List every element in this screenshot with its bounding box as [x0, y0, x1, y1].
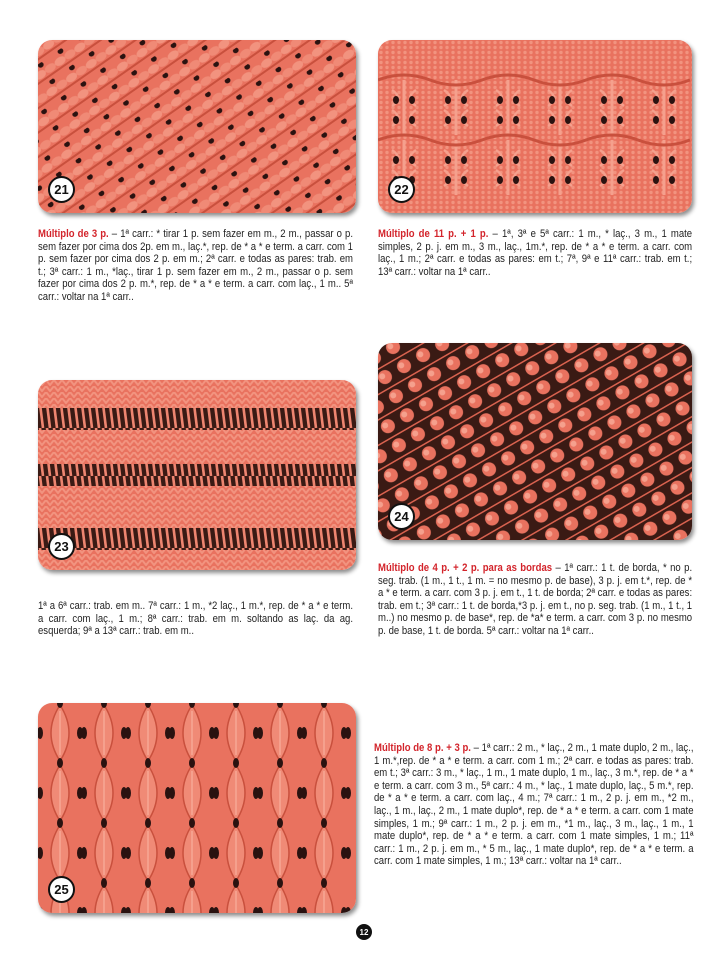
- stitch-photo-25: [38, 703, 356, 913]
- instruction-body: – 1ª, 3ª e 5ª carr.: 1 m., * laç., 3 m., 1 mate simples, 2 p. j. em m., 3 m., laç., 1m.*, rep. de * a * e term. a carr. com laç., 1 m.; 2ª carr. e todas as pares: em t.; 7ª, 9ª e 11ª carr.: trab. em t.; 13ª carr.: voltar na 1ª carr..: [378, 228, 693, 278]
- instruction-title: Múltiplo de 11 p. + 1 p.: [378, 228, 489, 240]
- stitch-photo-21: [38, 40, 356, 213]
- instructions-25: [374, 742, 694, 868]
- stitch-photo-23: [38, 380, 356, 570]
- instruction-title: Múltiplo de 3 p.: [38, 228, 109, 240]
- instruction-title: Múltiplo de 4 p. + 2 p. para as bordas: [378, 562, 553, 574]
- sample-number-badge: 22: [388, 176, 415, 203]
- sample-number-badge: 25: [48, 876, 75, 903]
- instruction-title: Múltiplo de 8 p. + 3 p.: [374, 742, 471, 754]
- page-number: 12: [356, 924, 372, 940]
- instruction-body: – 1ª carr.: 2 m., * laç., 2 m., 1 mate duplo, 2 m., laç., 1 m.*,rep. de * a * e term. a carr. com 1 m.; 2ª carr. e todas as pares: trab. em t.; 3ª carr.: 3 m., * laç., 1 m., 1 mate duplo, 1 m., laç., 3 m.*, rep. de * a * e term. a carr. com 3 m., 5ª carr.: 4 m., * laç., 1 mate duplo, laç., 5 m.*, rep. de * a * e term. a carr. com laç., 4 m.; 7ª carr.: 1 m., 2 p. j. em m., *2 m., laç., 1 m., laç., 2 m., 1 mate duplo*, rep. de * a * e term. a carr. com 1 mate simples, 1 m.; 9ª carr.: 1 m., 2 p. j. em m., *1 m., laç., 3 m., laç., 1 m., 1 mate duplo*, rep. de * a * e term. a carr. com 1 mate simples, 1 m.; 11ª carr.: 1 m., 2 p. j. em m., * 5 m., laç., 1 mate duplo*, rep. de * a * e term. a carr. com 1 mate simples, 1 m.; 13ª carr.: voltar na 1ª carr..: [374, 742, 694, 868]
- stitch-photo-24: [378, 343, 692, 540]
- stitch-photo-22: [378, 40, 692, 213]
- instruction-body: – 1ª carr.: 1 t. de borda, * no p. seg. trab. (1 m., 1 t., 1 m. = no mesmo p. de base), 3 p. j. em t.*, rep. de * a * e term. a carr. com 3 p. j. em t., 1 t. de borda; 2ª carr. e todas as pares: trab. em t.; 3ª carr.: 1 t. de borda,*3 p. j. em t., no p. seg. trab. (1 m., 1 t., 1 m..) no mesmo p. de base*, rep. de *a* e term. a carr. com 3 p. no mesmo p. de base, 1 t. de borda. 5ª carr.: voltar na 1ª carr..: [378, 562, 693, 637]
- instruction-body: 1ª a 6ª carr.: trab. em m.. 7ª carr.: 1 m., *2 laç., 1 m.*, rep. de * a * e term. a carr. com laç., 1 m.; 8ª carr.: trab. em m. soltando as laç. da ag. esquerda; 9ª a 13ª carr.: trab. em m..: [38, 600, 353, 638]
- instructions-23: [38, 600, 353, 638]
- instructions-21: [38, 228, 353, 304]
- sample-number-badge: 21: [48, 176, 75, 203]
- instructions-22: [378, 228, 692, 278]
- sample-number-badge: 24: [388, 503, 415, 530]
- instruction-body: – 1ª carr.: * tirar 1 p. sem fazer em m., 2 m., passar o p. sem fazer por cima dos 2p. em m., laç.*, rep. de * a * e term. a carr. com 1 p. sem fazer por cima dos 2 p. em m.; 2ª carr. e todas as pares: trab. em t.; 3ª carr.: 1 m., *laç., tirar 1 p. sem fazer em m., 2 m., passar o p. sem fazer por cima dos 2 p. m.*, rep. de * a * e term. a carr. com laç., 1 m.. 5ª carr.: voltar na 1ª carr..: [38, 228, 354, 303]
- sample-number-badge: 23: [48, 533, 75, 560]
- instructions-24: [378, 562, 692, 638]
